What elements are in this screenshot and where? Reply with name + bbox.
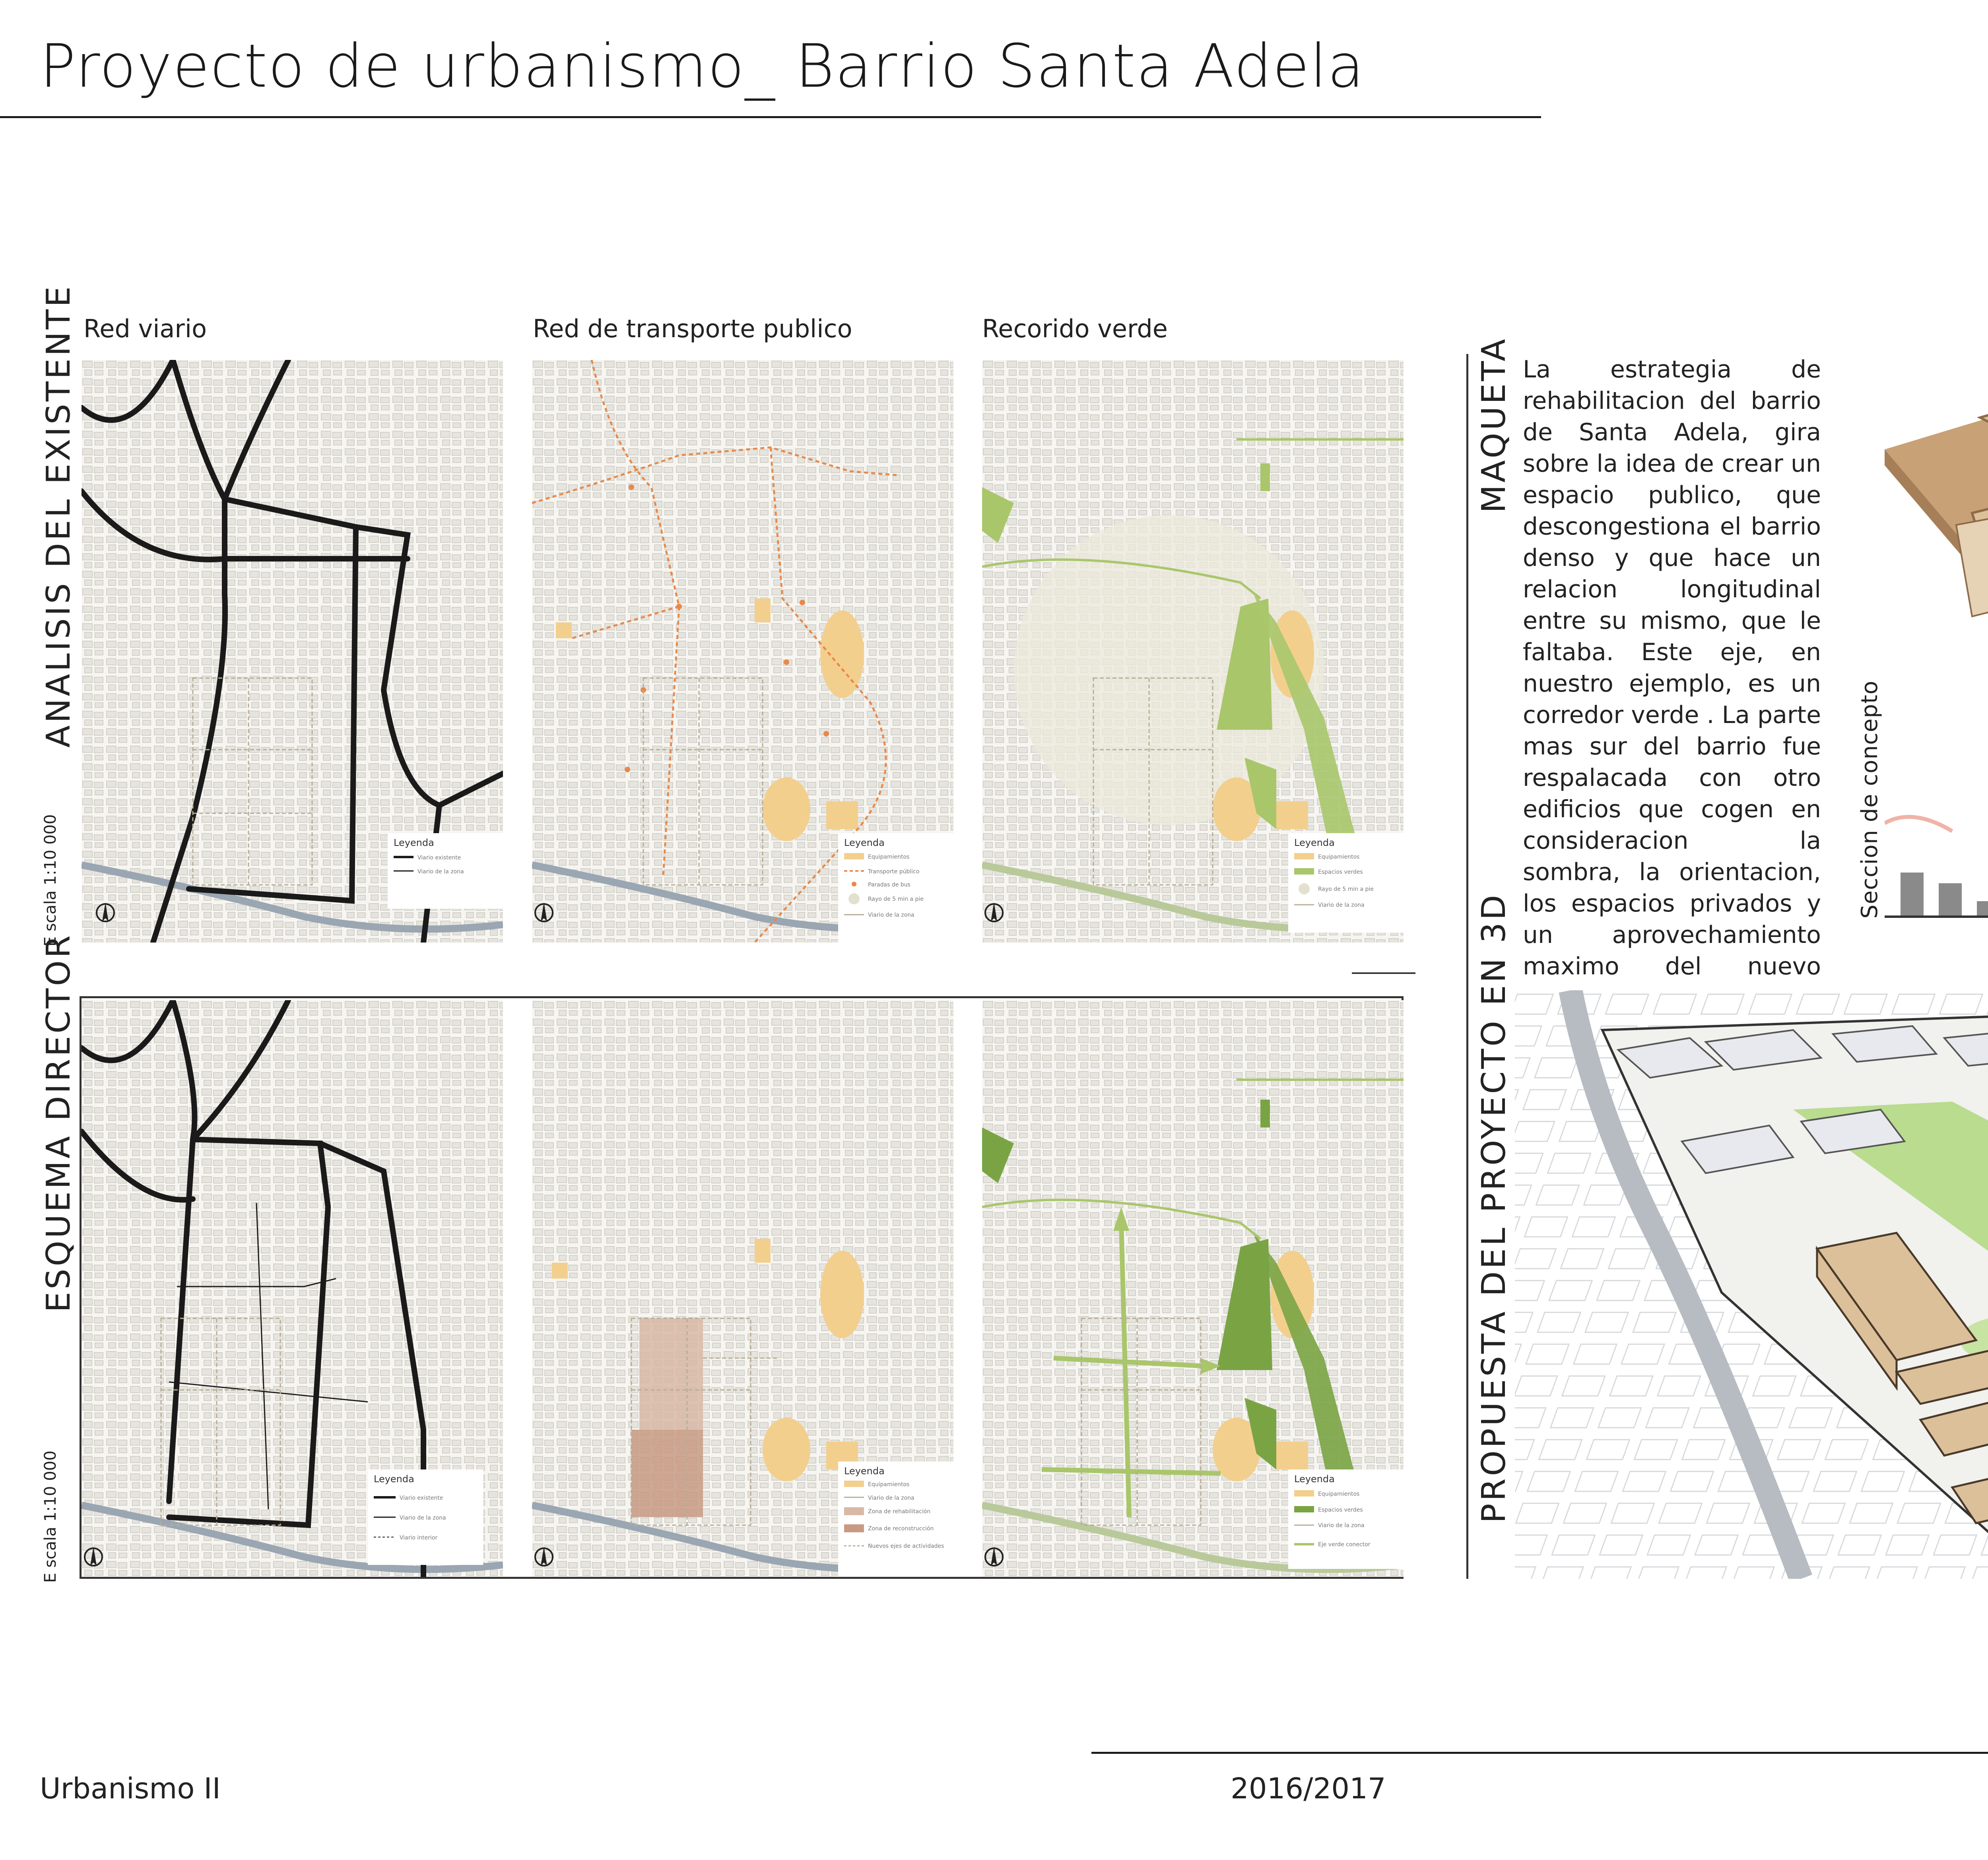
rehab-zones-map [532, 1000, 953, 1577]
svg-text:Viario existente: Viario existente [417, 855, 461, 861]
row-label-existing: ANALISIS DEL EXISTENTE [40, 284, 78, 748]
svg-text:Zona de reconstrucción: Zona de reconstrucción [868, 1526, 934, 1532]
section-bar [1977, 901, 1988, 915]
svg-text:Viario interior: Viario interior [400, 1535, 438, 1541]
svg-text:Leyenda: Leyenda [1294, 837, 1335, 848]
proposal-3d-render [1515, 990, 1988, 1579]
legend-title: Leyenda [394, 837, 434, 848]
svg-text:Espacios verdes: Espacios verdes [1318, 1507, 1363, 1513]
section-label: Seccion de concepto [1857, 680, 1883, 919]
scale-label-bottom: E scala 1:10 000 [41, 1450, 60, 1583]
map-title-green: Recorido verde [982, 314, 1168, 343]
svg-text:Rayo de 5 min a pie: Rayo de 5 min a pie [1318, 886, 1374, 892]
svg-text:Rayo de 5 min a pie: Rayo de 5 min a pie [868, 896, 924, 902]
green-axis-map [982, 1000, 1404, 1577]
svg-text:Viario de la zona: Viario de la zona [400, 1515, 446, 1521]
map-green-existing [982, 360, 1404, 943]
map-transport-director [532, 1000, 953, 1577]
green-route-map [982, 360, 1404, 943]
svg-text:Equipamientos: Equipamientos [1318, 1491, 1360, 1497]
legend-box [838, 1462, 953, 1577]
svg-text:Zona de rehabilitación: Zona de rehabilitación [868, 1508, 931, 1515]
svg-text:Viario existente: Viario existente [400, 1495, 443, 1501]
svg-text:Viario de la zona: Viario de la zona [1318, 902, 1365, 908]
svg-text:Viario de la zona: Viario de la zona [1318, 1522, 1365, 1529]
row-label-proposal-3d: PROPUESTA DEL PROYECTO EN 3D [1475, 892, 1513, 1523]
svg-text:Leyenda: Leyenda [374, 1473, 414, 1485]
transport-network-map [532, 360, 953, 943]
road-director-map [82, 1000, 503, 1577]
model-photo [1869, 346, 1988, 887]
svg-text:Viario de la zona: Viario de la zona [868, 912, 914, 918]
road-network-map [82, 360, 503, 943]
map-title-transport: Red de transporte publico [533, 314, 852, 343]
svg-text:Eje verde conector: Eje verde conector [1318, 1541, 1371, 1548]
row-label-director: ESQUEMA DIRECTOR [40, 933, 78, 1312]
scale-label-top: E scala 1:10 000 [41, 814, 60, 947]
svg-text:Equipamientos: Equipamientos [868, 854, 910, 860]
map-green-director [982, 1000, 1404, 1577]
svg-text:Viario de la zona: Viario de la zona [417, 869, 464, 875]
row-label-maqueta: MAQUETA [1475, 336, 1513, 513]
concept-paragraph: La estrategia de rehabilitacion del barrio de Santa Adela, gira sobre la idea de crear un espacio publico, que descongestiona el barrio denso y que hace un relacion longitudinal entre su mismo, que le faltaba. Este eje, en nuestro ejemplo, es un corredor verde . La parte mas sur del barrio fue respalacada con otro edificios que cogen en consideracion la sombra, la orientacion, los espacios privados y un aprovechamiento maximo del nuevo [1523, 356, 1821, 980]
svg-text:Leyenda: Leyenda [1294, 1473, 1335, 1485]
frame-tick [1352, 972, 1415, 974]
footer-rule [1091, 1752, 1988, 1754]
vertical-divider [1466, 354, 1468, 1579]
svg-text:Equipamientos: Equipamientos [1318, 854, 1360, 860]
svg-text:Paradas de bus: Paradas de bus [868, 882, 911, 888]
svg-text:Nuevos ejes de actividades: Nuevos ejes de actividades [868, 1543, 944, 1549]
map-transport-existing [532, 360, 953, 943]
svg-text:Viario de la zona: Viario de la zona [868, 1495, 914, 1501]
svg-text:Equipamientos: Equipamientos [868, 1481, 910, 1488]
map-title-road: Red viario [83, 314, 207, 343]
map-road-director [82, 1000, 503, 1577]
footer-year: 2016/2017 [1231, 1772, 1386, 1805]
svg-text:Leyenda: Leyenda [844, 837, 885, 848]
section-bar [1939, 883, 1962, 915]
svg-text:Transporte público: Transporte público [868, 869, 920, 875]
map-road-existing [82, 360, 503, 943]
title-rule [0, 116, 1541, 118]
footer-course: Urbanismo II [40, 1772, 221, 1805]
svg-text:Leyenda: Leyenda [844, 1465, 885, 1477]
svg-text:Espacios verdes: Espacios verdes [1318, 869, 1363, 875]
page-title: Proyecto de urbanismo_ Barrio Santa Adela [40, 32, 1365, 101]
